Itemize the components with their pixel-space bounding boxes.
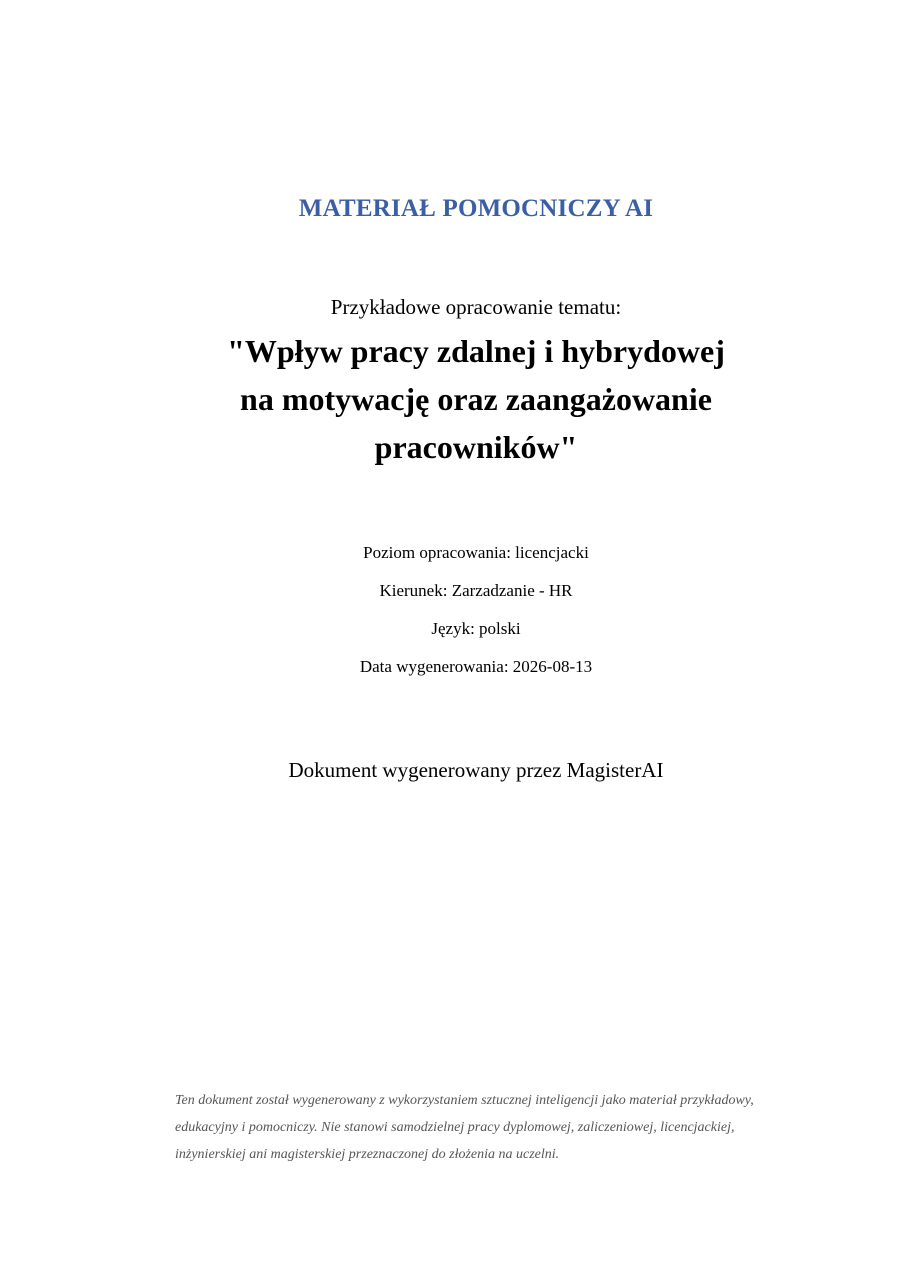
ai-disclaimer: Ten dokument został wygenerowany z wykorzystaniem sztucznej inteligencji jako materiał przykładowy, edukacyjny i pomocniczy. Nie stanowi samodzielnej pracy dyplomowej, zaliczeniowej, licencjackiej, inżynierskiej ani magisterskiej przeznaczonej do złożenia na uczelni. <box>175 1093 754 1162</box>
generated-by-note: Dokument wygenerowany przez MagisterAI <box>288 758 664 782</box>
meta-field-of-study: Kierunek: Zarzadzanie - HR <box>379 581 573 600</box>
document-header-label: MATERIAŁ POMOCNICZY AI <box>298 195 654 222</box>
meta-generation-date: Data wygenerowania: 2026-08-13 <box>359 657 593 676</box>
topic-intro: Przykładowe opracowanie tematu: <box>330 295 622 319</box>
meta-level: Poziom opracowania: licencjacki <box>363 543 589 562</box>
document-meta-list <box>0 542 910 694</box>
meta-language: Język: polski <box>431 619 521 638</box>
topic-title: "Wpływ pracy zdalnej i hybrydowej na motywację oraz zaangażowanie pracowników" <box>227 333 725 465</box>
